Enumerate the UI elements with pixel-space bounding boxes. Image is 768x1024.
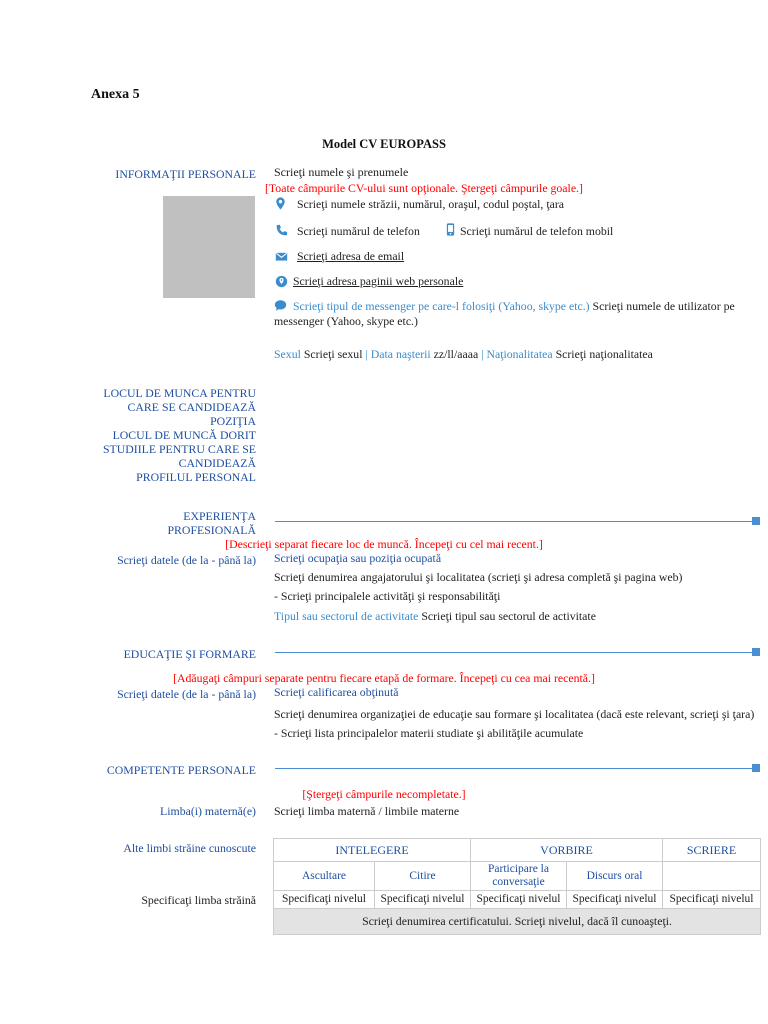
section-label-personal: INFORMAŢII PERSONALE [115, 167, 256, 181]
email-link[interactable]: Scrieţi adresa de email [297, 249, 405, 263]
sector-value: Scrieţi tipul sau sectorul de activitate [421, 609, 596, 623]
messenger-type: Scrieţi tipul de messenger pe care-l folosiţi (Yahoo, skype etc.) [293, 299, 590, 313]
subjects: - Scrieţi lista principalelor materii studiate şi abilităţile acumulate [274, 726, 584, 740]
section-label-skills: COMPETENTE PERSONALE [106, 763, 256, 777]
group-header-writing: SCRIERE [663, 839, 761, 862]
level-cell: Specificaţi nivelul [274, 891, 375, 909]
foreign-language-label: Specificaţi limba străină [141, 893, 256, 907]
education-note: [Adăugaţi câmpuri separate pentru fiecare etapă de formare. Începeţi cu cea mai recentă.] [173, 671, 595, 685]
skills-rule-marker [752, 764, 760, 772]
nationality-value: Scrieţi naţionalitatea [555, 347, 653, 361]
personal-details-row [274, 347, 653, 361]
document-title: Model CV EUROPASS [322, 137, 446, 151]
subheader-reading: Citire [375, 862, 471, 891]
mobile-phone-icon [445, 223, 456, 236]
section-label-experience: EXPERIENŢA PROFESIONALĂ [167, 509, 256, 537]
experience-rule-marker [752, 517, 760, 525]
birth-value: zz/ll/aaaa [433, 347, 479, 361]
level-cell: Specificaţi nivelul [567, 891, 663, 909]
education-rule-marker [752, 648, 760, 656]
level-cell: Specificaţi nivelul [471, 891, 567, 909]
position-labels [94, 386, 256, 484]
section-label-education: EDUCAŢIE ŞI FORMARE [123, 647, 256, 661]
occupation: Scrieţi ocupaţia sau poziţia ocupată [274, 551, 442, 565]
mother-tongue-label: Limba(i) maternă(e) [160, 804, 256, 818]
employer: Scrieţi denumirea angajatorului şi localitatea (scrieţi şi adresa completă şi pagina web) [274, 570, 683, 584]
subheader-interaction: Participare la conversaţie [471, 862, 567, 891]
location-pin-icon [274, 197, 287, 210]
level-cell: Specificaţi nivelul [663, 891, 761, 909]
phone-text: Scrieţi numărul de telefon [297, 224, 420, 238]
language-skills-table [273, 838, 761, 935]
sex-value: Scrieţi sexul [303, 347, 363, 361]
envelope-icon [275, 250, 288, 263]
subheader-writing-empty [663, 862, 761, 891]
position-label: LOCUL DE MUNCĂ DORIT [112, 428, 256, 442]
photo-placeholder [163, 196, 255, 298]
annex-label: Anexa 5 [91, 87, 140, 102]
skills-rule [275, 768, 752, 769]
experience-rule [275, 521, 752, 522]
mother-tongue-value: Scrieţi limba maternă / limbile materne [274, 804, 460, 818]
position-label: STUDIILE PENTRU CARE SE CANDIDEAZĂ [102, 442, 256, 470]
full-name: Scrieţi numele şi prenumele [274, 165, 409, 179]
education-dates: Scrieţi datele (de la - până la) [117, 687, 256, 701]
group-header-speaking: VORBIRE [471, 839, 663, 862]
education-rule [275, 652, 752, 653]
mobile-text: Scrieţi numărul de telefon mobil [460, 224, 614, 238]
sector-label: Tipul sau sectorul de activitate [274, 609, 419, 623]
group-header-understanding: INTELEGERE [274, 839, 471, 862]
nationality-label: | Naţionalitatea [481, 347, 553, 361]
experience-note: [Descrieţi separat fiecare loc de muncă. Începeţi cu cel mai recent.] [225, 537, 543, 551]
personal-note: [Toate câmpurile CV-ului sunt opţionale. Ştergeţi câmpurile goale.] [265, 181, 583, 195]
chat-bubble-icon [274, 299, 287, 312]
other-languages-label: Alte limbi străine cunoscute [123, 841, 256, 855]
position-label: PROFILUL PERSONAL [136, 470, 256, 484]
address-text: Scrieţi numele străzii, numărul, oraşul, codul poştal, ţara [297, 197, 564, 211]
messenger-user: Scrieţi numele de utilizator pe messenger (Yahoo, skype etc.) [274, 299, 735, 328]
subheader-production: Discurs oral [567, 862, 663, 891]
skills-note: [Ştergeţi câmpurile necompletate.] [302, 787, 466, 801]
position-label: LOCUL DE MUNCA PENTRU CARE SE CANDIDEAZĂ [103, 386, 256, 414]
phone-icon [275, 224, 288, 237]
web-link[interactable]: Scrieţi adresa paginii web personale [293, 274, 464, 288]
level-cell: Specificaţi nivelul [375, 891, 471, 909]
certificate-cell: Scrieţi denumirea certificatului. Scrieţi nivelul, dacă îl cunoaşteţi. [274, 909, 761, 935]
birth-label: | Data naşterii [365, 347, 431, 361]
sex-label: Sexul [274, 347, 301, 361]
subheader-listening: Ascultare [274, 862, 375, 891]
organization: Scrieţi denumirea organizaţiei de educaţie sau formare şi localitatea (dacă este relevant, scrieţi şi ţara) [274, 707, 755, 721]
messenger-row [274, 299, 756, 329]
qualification: Scrieţi calificarea obţinută [274, 685, 399, 699]
web-icon [275, 275, 288, 288]
experience-dates: Scrieţi datele (de la - până la) [117, 553, 256, 567]
activities: - Scrieţi principalele activităţi şi responsabilităţi [274, 589, 501, 603]
position-label: POZIŢIA [210, 414, 256, 428]
sector-row [274, 609, 596, 623]
